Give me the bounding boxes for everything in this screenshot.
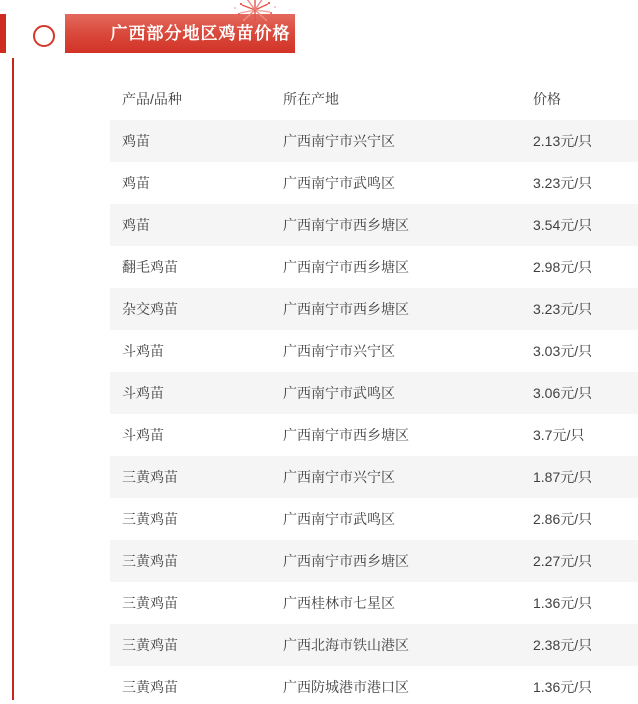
origin-cell: 广西桂林市七星区 [283,595,395,611]
table-row [110,540,638,582]
column-header-price: 价格 [533,91,561,107]
product-cell: 斗鸡苗 [122,427,164,443]
price-cell: 1.36元/只 [533,679,593,695]
origin-cell: 广西防城港市港口区 [283,679,409,695]
price-cell: 3.03元/只 [533,343,593,359]
price-cell: 2.13元/只 [533,133,593,149]
price-cell: 2.38元/只 [533,637,593,653]
table-row [110,120,638,162]
origin-cell: 广西南宁市西乡塘区 [283,259,409,275]
product-cell: 三黄鸡苗 [122,511,178,527]
price-cell: 2.98元/只 [533,259,593,275]
table-row [110,498,638,540]
table-row [110,456,638,498]
table-row [110,666,638,704]
price-table [110,78,638,704]
price-table-body [110,120,638,704]
table-row [110,414,638,456]
product-cell: 三黄鸡苗 [122,637,178,653]
product-cell: 三黄鸡苗 [122,553,178,569]
table-row [110,246,638,288]
origin-cell: 广西南宁市武鸣区 [283,175,395,191]
product-cell: 杂交鸡苗 [122,301,178,317]
table-row [110,624,638,666]
origin-cell: 广西北海市铁山港区 [283,637,409,653]
price-cell: 3.23元/只 [533,175,593,191]
banner-title: 广西部分地区鸡苗价格 [110,24,291,43]
table-row [110,582,638,624]
origin-cell: 广西南宁市西乡塘区 [283,427,409,443]
origin-cell: 广西南宁市兴宁区 [283,343,395,359]
product-cell: 鸡苗 [122,175,150,191]
price-cell: 3.06元/只 [533,385,593,401]
table-row [110,204,638,246]
left-rule-line [12,58,14,700]
circle-outline-icon [33,25,55,47]
table-row [110,330,638,372]
product-cell: 斗鸡苗 [122,385,164,401]
column-header-origin: 所在产地 [283,91,339,107]
price-cell: 3.54元/只 [533,217,593,233]
product-cell: 三黄鸡苗 [122,595,178,611]
origin-cell: 广西南宁市兴宁区 [283,469,395,485]
product-cell: 鸡苗 [122,217,150,233]
origin-cell: 广西南宁市兴宁区 [283,133,395,149]
table-row [110,288,638,330]
product-cell: 斗鸡苗 [122,343,164,359]
origin-cell: 广西南宁市西乡塘区 [283,553,409,569]
price-cell: 1.87元/只 [533,469,593,485]
product-cell: 翻毛鸡苗 [122,259,178,275]
price-cell: 2.86元/只 [533,511,593,527]
origin-cell: 广西南宁市西乡塘区 [283,301,409,317]
price-cell: 3.7元/只 [533,427,585,443]
column-header-product: 产品/品种 [122,91,182,107]
origin-cell: 广西南宁市武鸣区 [283,385,395,401]
price-cell: 1.36元/只 [533,595,593,611]
firework-icon [233,0,277,24]
price-cell: 2.27元/只 [533,553,593,569]
origin-cell: 广西南宁市西乡塘区 [283,217,409,233]
left-edge-accent-bar [0,14,6,53]
product-cell: 三黄鸡苗 [122,469,178,485]
price-cell: 3.23元/只 [533,301,593,317]
product-cell: 鸡苗 [122,133,150,149]
origin-cell: 广西南宁市武鸣区 [283,511,395,527]
table-row [110,372,638,414]
table-header-row [110,78,638,120]
table-row [110,162,638,204]
product-cell: 三黄鸡苗 [122,679,178,695]
